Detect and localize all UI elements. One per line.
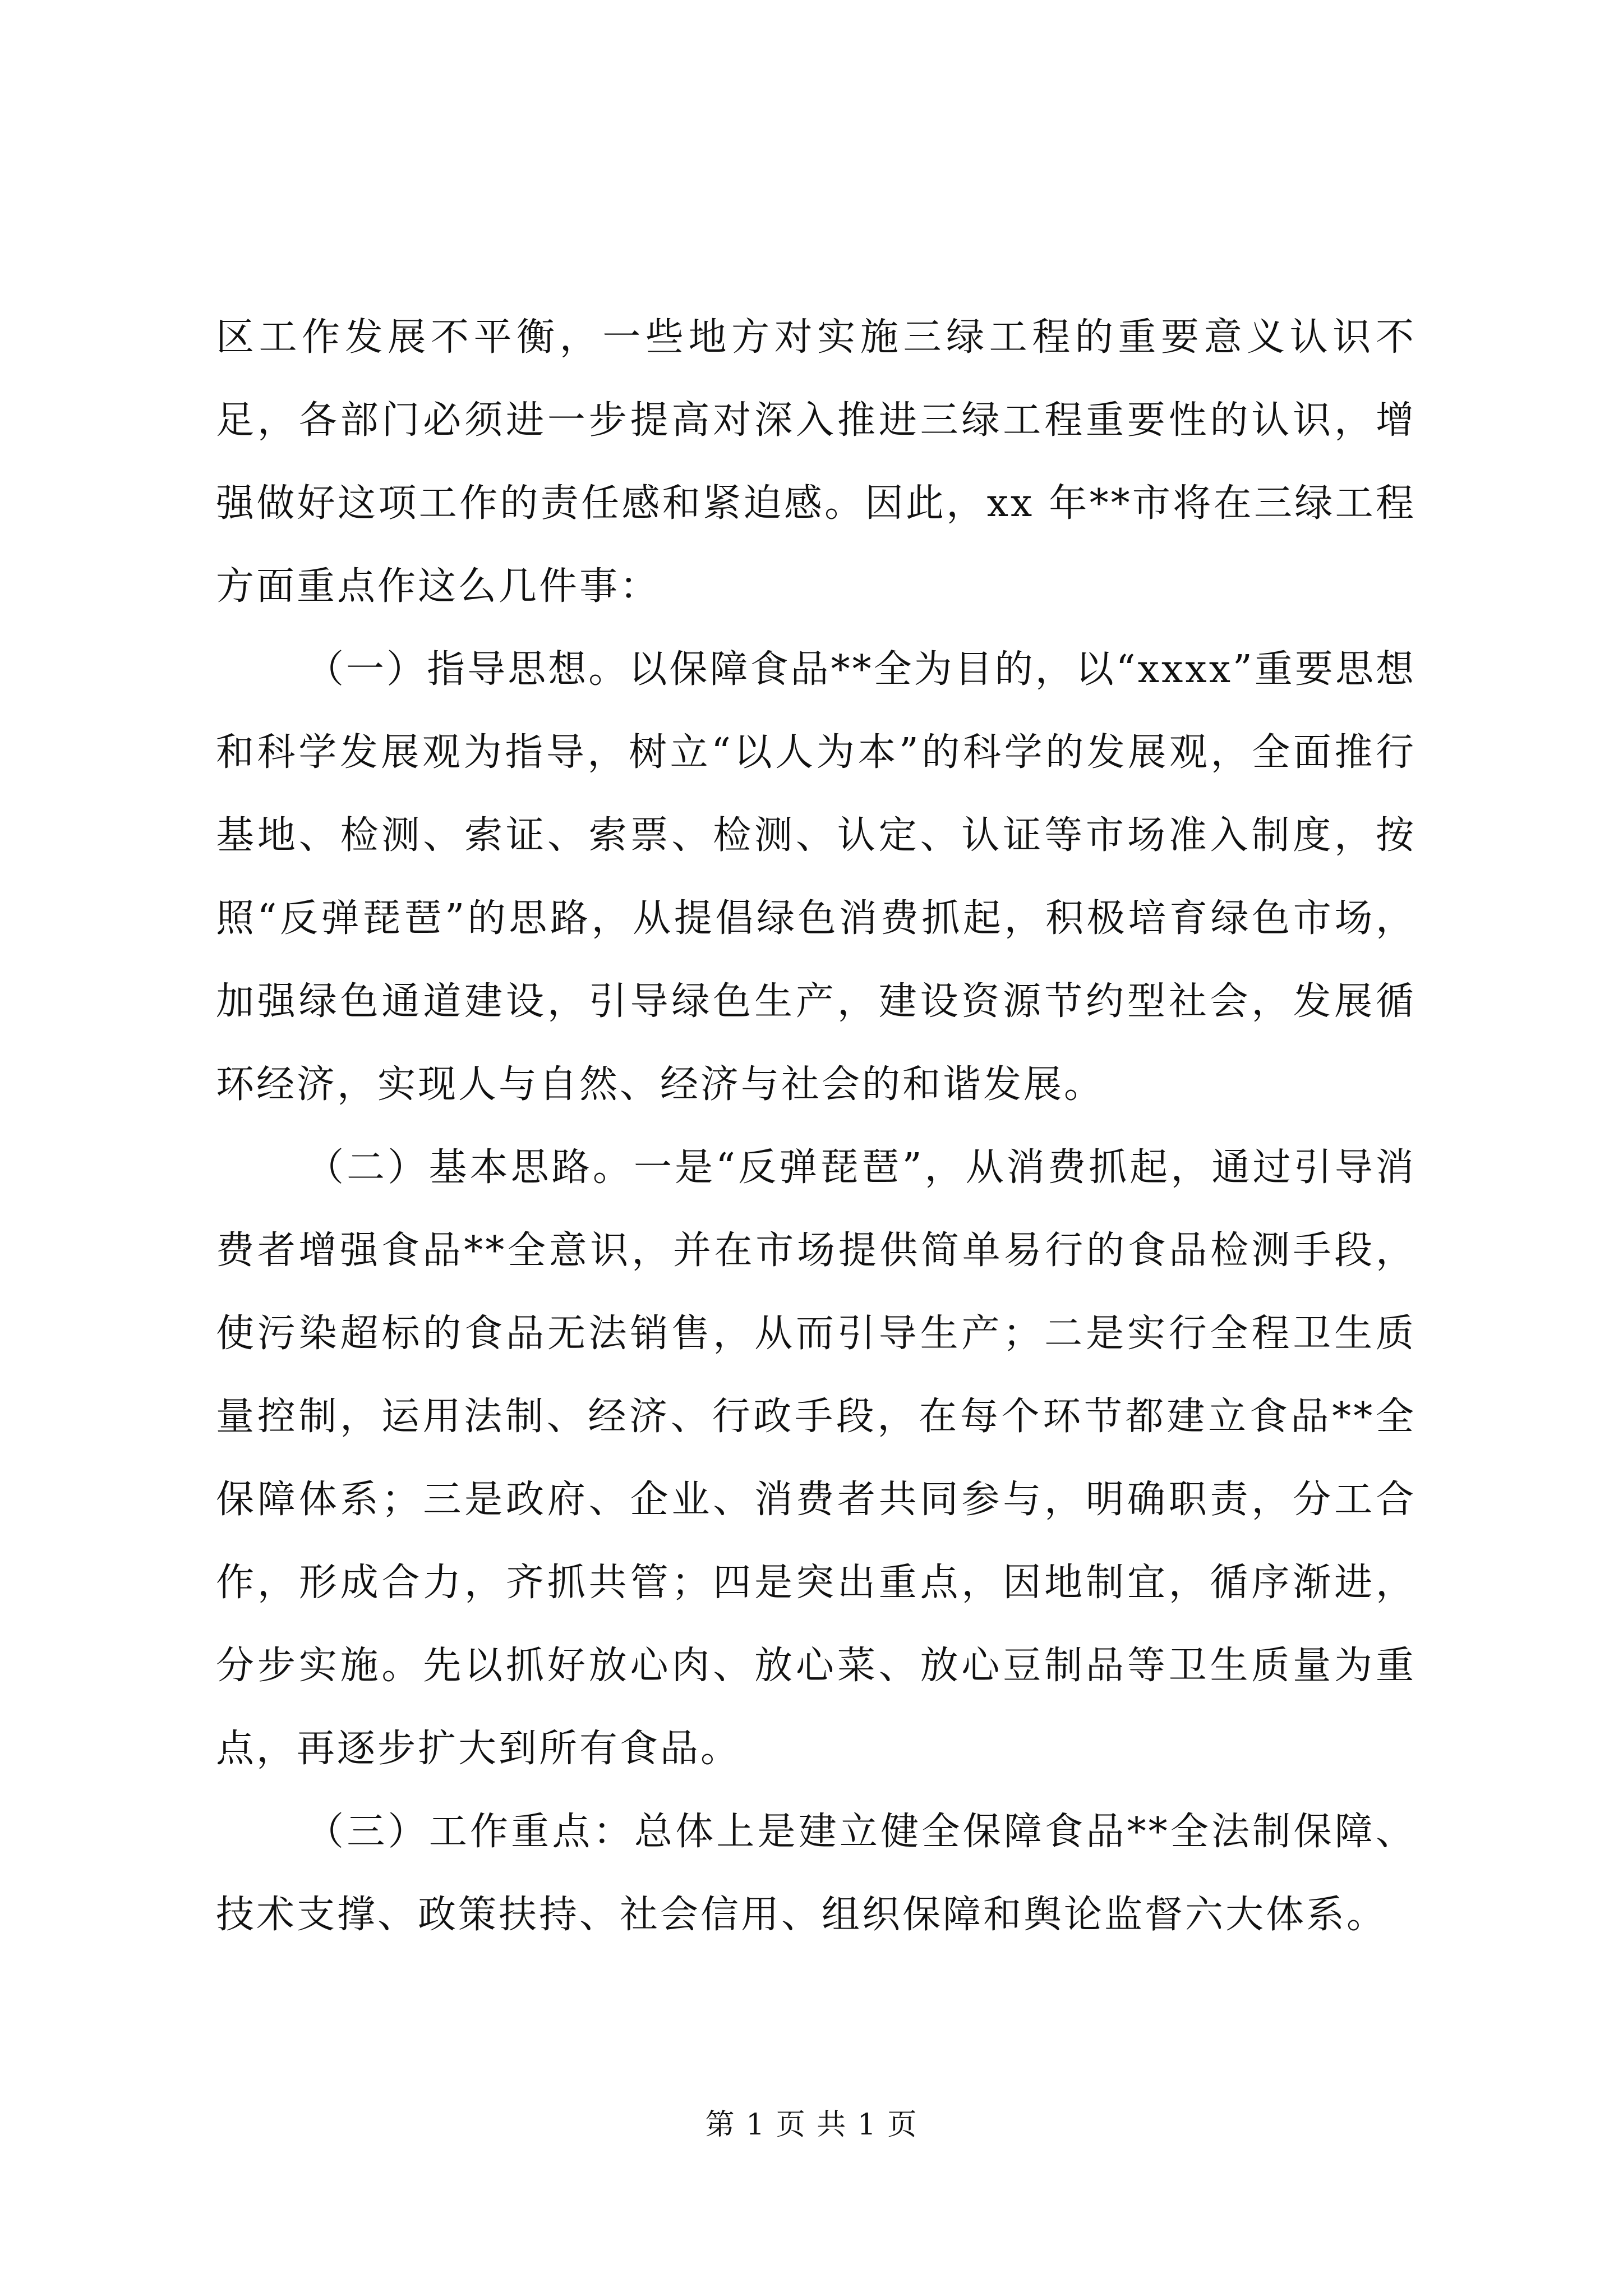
document-body xyxy=(216,296,1416,1957)
paragraph-work-focus: （三）工作重点：总体上是建立健全保障食品**全法制保障、技术支撑、政策扶持、社会信用、组织保障和舆论监督六大体系。 xyxy=(216,1810,1416,1937)
paragraph-guiding-ideology: （一）指导思想。以保障食品**全为目的，以“xxxx”重要思想和科学发展观为指导，树立“以人为本”的科学的发展观，全面推行基地、检测、索证、索票、检测、认定、认证等市场准入制度，按照“反弹琵琶”的思路，从提倡绿色消费抓起，积极培育绿色市场，加强绿色通道建设，引导绿色生产，建设资源节约型社会，发展循环经济，实现人与自然、经济与社会的和谐发展。 xyxy=(216,647,1416,1107)
paragraph-continued: 区工作发展不平衡，一些地方对实施三绿工程的重要意义认识不足，各部门必须进一步提高对深入推进三绿工程重要性的认识，增强做好这项工作的责任感和紧迫感。因此，xx 年**市将在三绿工程方面重点作这么几件事： xyxy=(216,315,1416,609)
paragraph-basic-approach: （二）基本思路。一是“反弹琵琶”，从消费抓起，通过引导消费者增强食品**全意识，并在市场提供简单易行的食品检测手段，使污染超标的食品无法销售，从而引导生产；二是实行全程卫生质量控制，运用法制、经济、行政手段，在每个环节都建立食品**全保障体系；三是政府、企业、消费者共同参与，明确职责，分工合作，形成合力，齐抓共管；四是突出重点，因地制宜，循序渐进，分步实施。先以抓好放心肉、放心菜、放心豆制品等卫生质量为重点，再逐步扩大到所有食品。 xyxy=(216,1145,1416,1771)
page-footer: 第 1 页 共 1 页 xyxy=(705,2108,918,2142)
